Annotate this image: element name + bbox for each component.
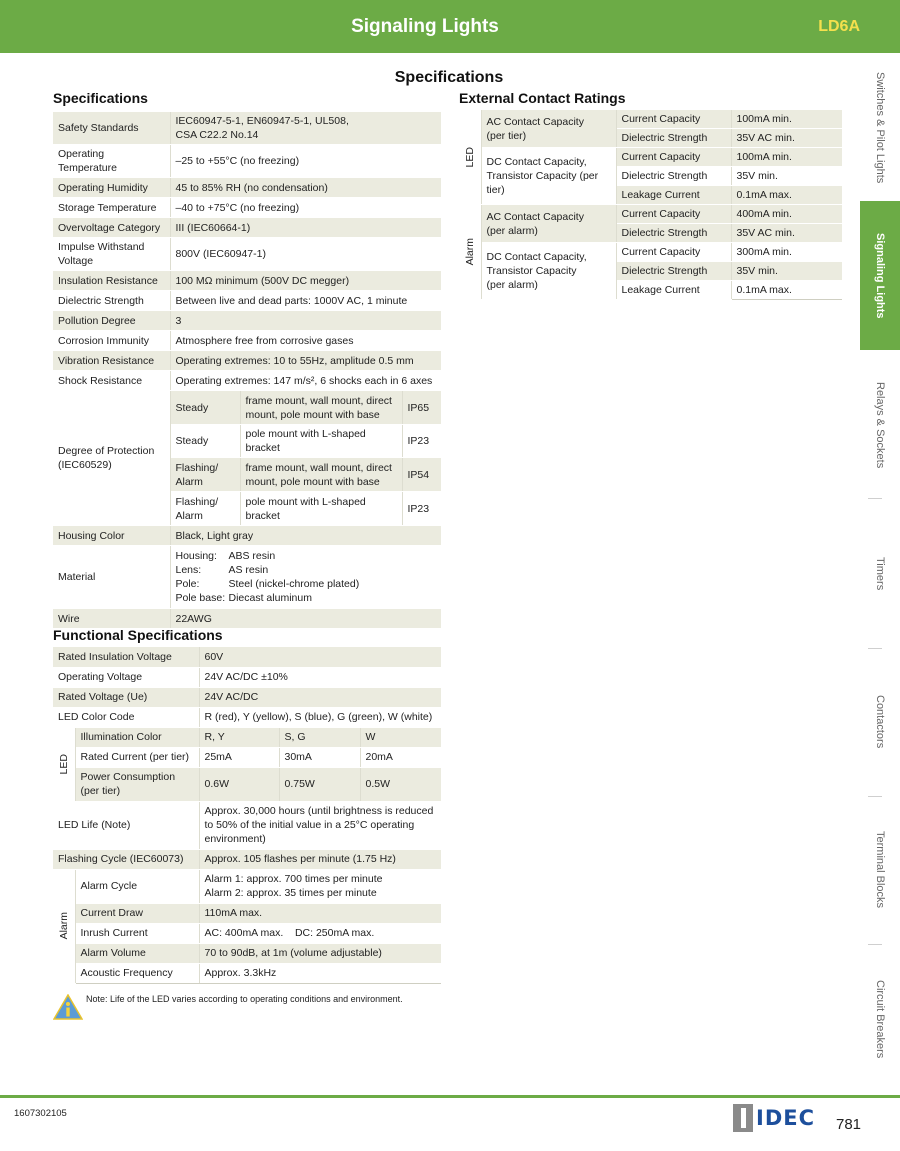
protection-mode: Flashing/ Alarm — [170, 492, 240, 526]
table-row — [459, 243, 842, 262]
table-row — [459, 205, 842, 224]
rating-value: 35V min. — [731, 167, 842, 186]
tab-circuit-breakers[interactable]: Circuit Breakers — [874, 979, 886, 1059]
protection-mode: Flashing/ Alarm — [170, 458, 240, 492]
table-row — [53, 291, 441, 311]
row-value: Atmosphere free from corrosive gases — [170, 331, 441, 351]
row-value: 110mA max. — [199, 903, 441, 923]
group-label-alarm: Alarm — [53, 869, 75, 983]
row-label: Pollution Degree — [53, 311, 170, 331]
row-value: Black, Light gray — [170, 526, 441, 546]
table-row — [53, 526, 441, 546]
row-value: Approx. 3.3kHz — [199, 963, 441, 983]
functional-specifications-heading: Functional Specifications — [53, 627, 223, 643]
row-value: –40 to +75°C (no freezing) — [170, 198, 441, 218]
row-value: Between live and dead parts: 1000V AC, 1 minute — [170, 291, 441, 311]
rating-value: 0.1mA max. — [731, 281, 842, 300]
page-heading: Specifications — [394, 69, 504, 86]
rating-value: 35V min. — [731, 262, 842, 281]
row-label: Rated Current (per tier) — [75, 747, 199, 767]
table-row — [53, 546, 441, 609]
table-row — [53, 198, 441, 218]
tab-divider — [868, 498, 882, 499]
table-row — [53, 647, 441, 667]
tab-contactors[interactable]: Contactors — [874, 695, 886, 749]
specifications-table — [53, 112, 441, 629]
external-contact-heading: External Contact Ratings — [459, 90, 626, 106]
table-row — [53, 145, 441, 178]
material-item: Lens: AS resin — [175, 564, 269, 576]
tab-terminal-blocks[interactable]: Terminal Blocks — [874, 831, 886, 909]
table-row — [53, 271, 441, 291]
tab-relays-sockets[interactable]: Relays & Sockets — [874, 381, 886, 469]
row-value: 800V (IEC60947-1) — [170, 238, 441, 271]
row-label: Housing Color — [53, 526, 170, 546]
row-value: Operating extremes: 147 m/s², 6 shocks each in 6 axes — [170, 371, 441, 391]
top-banner — [0, 0, 900, 53]
row-label: Shock Resistance — [53, 371, 170, 391]
table-row — [53, 609, 441, 629]
protection-mount: pole mount with L-shaped bracket — [240, 425, 402, 458]
material-list — [170, 546, 441, 609]
group-label-led: LED — [459, 110, 481, 205]
material-item: Housing: ABS resin — [175, 550, 276, 562]
row-label: Wire — [53, 609, 170, 629]
rating-value: 300mA min. — [731, 243, 842, 262]
material-item: Pole base: Diecast aluminum — [175, 592, 312, 604]
tab-switches-pilot-lights[interactable]: Switches & Pilot Lights — [874, 72, 886, 184]
table-row — [53, 331, 441, 351]
product-code: LD6A — [818, 18, 860, 35]
row-label: Dielectric Strength — [53, 291, 170, 311]
note-text: Note: Life of the LED varies according to operating conditions and environment. — [86, 994, 403, 1004]
table-row — [53, 727, 441, 747]
contact-type: DC Contact Capacity, Transistor Capacity (per tier) — [481, 148, 616, 205]
row-value: –25 to +55°C (no freezing) — [170, 145, 441, 178]
row-label: Material — [53, 546, 170, 609]
row-value: Operating extremes: 10 to 55Hz, amplitude 0.5 mm — [170, 351, 441, 371]
specifications-heading: Specifications — [53, 90, 148, 106]
table-row — [53, 667, 441, 687]
row-label: Operating Voltage — [53, 667, 199, 687]
row-label: Alarm Cycle — [75, 869, 199, 903]
group-label-alarm: Alarm — [459, 205, 481, 300]
table-row — [53, 801, 441, 849]
protection-ip: IP23 — [402, 492, 441, 526]
row-label: Rated Voltage (Ue) — [53, 687, 199, 707]
protection-mode: Steady — [170, 391, 240, 425]
row-label: Impulse Withstand Voltage — [53, 238, 170, 271]
contact-type: DC Contact Capacity, Transistor Capacity (per alarm) — [481, 243, 616, 300]
table-row — [53, 923, 441, 943]
row-value: Approx. 105 flashes per minute (1.75 Hz) — [199, 849, 441, 869]
row-label: Vibration Resistance — [53, 351, 170, 371]
cell-value: W — [360, 727, 441, 747]
row-label: Degree of Protection (IEC60529) — [53, 391, 170, 526]
rating-label: Dielectric Strength — [616, 129, 731, 148]
table-row — [53, 943, 441, 963]
row-label: Safety Standards — [53, 112, 170, 145]
row-value: Approx. 30,000 hours (until brightness is reduced to 50% of the initial value in a 25°C operating environment) — [199, 801, 441, 849]
protection-mode: Steady — [170, 425, 240, 458]
document-number: 1607302105 — [14, 1108, 67, 1119]
protection-ip: IP54 — [402, 458, 441, 492]
row-label: Inrush Current — [75, 923, 199, 943]
protection-mount: pole mount with L-shaped bracket — [240, 492, 402, 526]
rating-value: 35V AC min. — [731, 129, 842, 148]
row-value: 22AWG — [170, 609, 441, 629]
row-label: Corrosion Immunity — [53, 331, 170, 351]
protection-ip: IP23 — [402, 425, 441, 458]
protection-ip: IP65 — [402, 391, 441, 425]
functional-specifications-table — [53, 647, 441, 984]
rating-label: Leakage Current — [616, 281, 731, 300]
brand-logo — [733, 1104, 816, 1132]
logo-mark-inner — [741, 1108, 746, 1128]
protection-mount: frame mount, wall mount, direct mount, pole mount with base — [240, 391, 402, 425]
rating-label: Dielectric Strength — [616, 262, 731, 281]
table-row — [459, 148, 842, 167]
row-label: Current Draw — [75, 903, 199, 923]
table-row — [53, 767, 441, 801]
table-row — [53, 218, 441, 238]
row-value: 70 to 90dB, at 1m (volume adjustable) — [199, 943, 441, 963]
rating-value: 100mA min. — [731, 148, 842, 167]
row-label: LED Life (Note) — [53, 801, 199, 849]
rating-value: 400mA min. — [731, 205, 842, 224]
table-row — [53, 963, 441, 983]
rating-value: 0.1mA max. — [731, 186, 842, 205]
table-row — [53, 747, 441, 767]
cell-value: 25mA — [199, 747, 279, 767]
table-row — [53, 903, 441, 923]
category-sidebar — [860, 55, 900, 1095]
rating-label: Current Capacity — [616, 205, 731, 224]
row-value: R (red), Y (yellow), S (blue), G (green), W (white) — [199, 707, 441, 727]
row-label: Acoustic Frequency — [75, 963, 199, 983]
cell-value: S, G — [279, 727, 360, 747]
row-label: Alarm Volume — [75, 943, 199, 963]
row-label: Illumination Color — [75, 727, 199, 747]
contact-type: AC Contact Capacity (per alarm) — [481, 205, 616, 243]
row-value: IEC60947-5-1, EN60947-5-1, UL508, CSA C22.2 No.14 — [170, 112, 441, 145]
row-value: 24V AC/DC — [199, 687, 441, 707]
table-row — [53, 112, 441, 145]
row-label: Insulation Resistance — [53, 271, 170, 291]
row-value: 45 to 85% RH (no condensation) — [170, 178, 441, 198]
rating-label: Current Capacity — [616, 148, 731, 167]
table-row — [53, 849, 441, 869]
table-row — [53, 178, 441, 198]
table-row — [53, 391, 441, 425]
table-row — [53, 707, 441, 727]
row-label: Rated Insulation Voltage — [53, 647, 199, 667]
tab-timers[interactable]: Timers — [874, 557, 886, 591]
table-row — [53, 687, 441, 707]
cell-value: R, Y — [199, 727, 279, 747]
rating-value: 100mA min. — [731, 110, 842, 129]
table-row — [53, 238, 441, 271]
row-value: 24V AC/DC ±10% — [199, 667, 441, 687]
contact-type: AC Contact Capacity (per tier) — [481, 110, 616, 148]
row-value: III (IEC60664-1) — [170, 218, 441, 238]
table-row — [53, 869, 441, 903]
rating-label: Dielectric Strength — [616, 167, 731, 186]
row-value: 100 MΩ minimum (500V DC megger) — [170, 271, 441, 291]
group-label-led: LED — [53, 727, 75, 801]
cell-value: 0.75W — [279, 767, 360, 801]
row-label: LED Color Code — [53, 707, 199, 727]
rating-label: Dielectric Strength — [616, 224, 731, 243]
row-label: Overvoltage Category — [53, 218, 170, 238]
section-title: Signaling Lights — [351, 16, 499, 37]
row-value: 3 — [170, 311, 441, 331]
rating-label: Leakage Current — [616, 186, 731, 205]
material-item: Pole: Steel (nickel-chrome plated) — [175, 578, 360, 590]
row-value: 60V — [199, 647, 441, 667]
cell-value: 30mA — [279, 747, 360, 767]
external-contact-table — [459, 110, 842, 300]
row-label: Flashing Cycle (IEC60073) — [53, 849, 199, 869]
cell-value: 20mA — [360, 747, 441, 767]
page-number: 781 — [836, 1116, 862, 1133]
info-warning-icon — [53, 994, 83, 1020]
rating-value: 35V AC min. — [731, 224, 842, 243]
row-label: Operating Temperature — [53, 145, 170, 178]
tab-signaling-lights[interactable]: Signaling Lights — [860, 201, 900, 350]
row-label: Storage Temperature — [53, 198, 170, 218]
cell-value: 0.6W — [199, 767, 279, 801]
table-row — [53, 311, 441, 331]
cell-value: 0.5W — [360, 767, 441, 801]
brand-wordmark: IDEC — [756, 1106, 816, 1130]
rating-label: Current Capacity — [616, 110, 731, 129]
row-value: Alarm 1: approx. 700 times per minute Alarm 2: approx. 35 times per minute — [199, 869, 441, 903]
row-label: Power Consumption (per tier) — [75, 767, 199, 801]
row-value: AC: 400mA max. DC: 250mA max. — [199, 923, 441, 943]
table-row — [53, 351, 441, 371]
table-row — [459, 110, 842, 129]
row-label: Operating Humidity — [53, 178, 170, 198]
table-row — [53, 371, 441, 391]
protection-mount: frame mount, wall mount, direct mount, pole mount with base — [240, 458, 402, 492]
footer-rule — [0, 1095, 900, 1098]
rating-label: Current Capacity — [616, 243, 731, 262]
